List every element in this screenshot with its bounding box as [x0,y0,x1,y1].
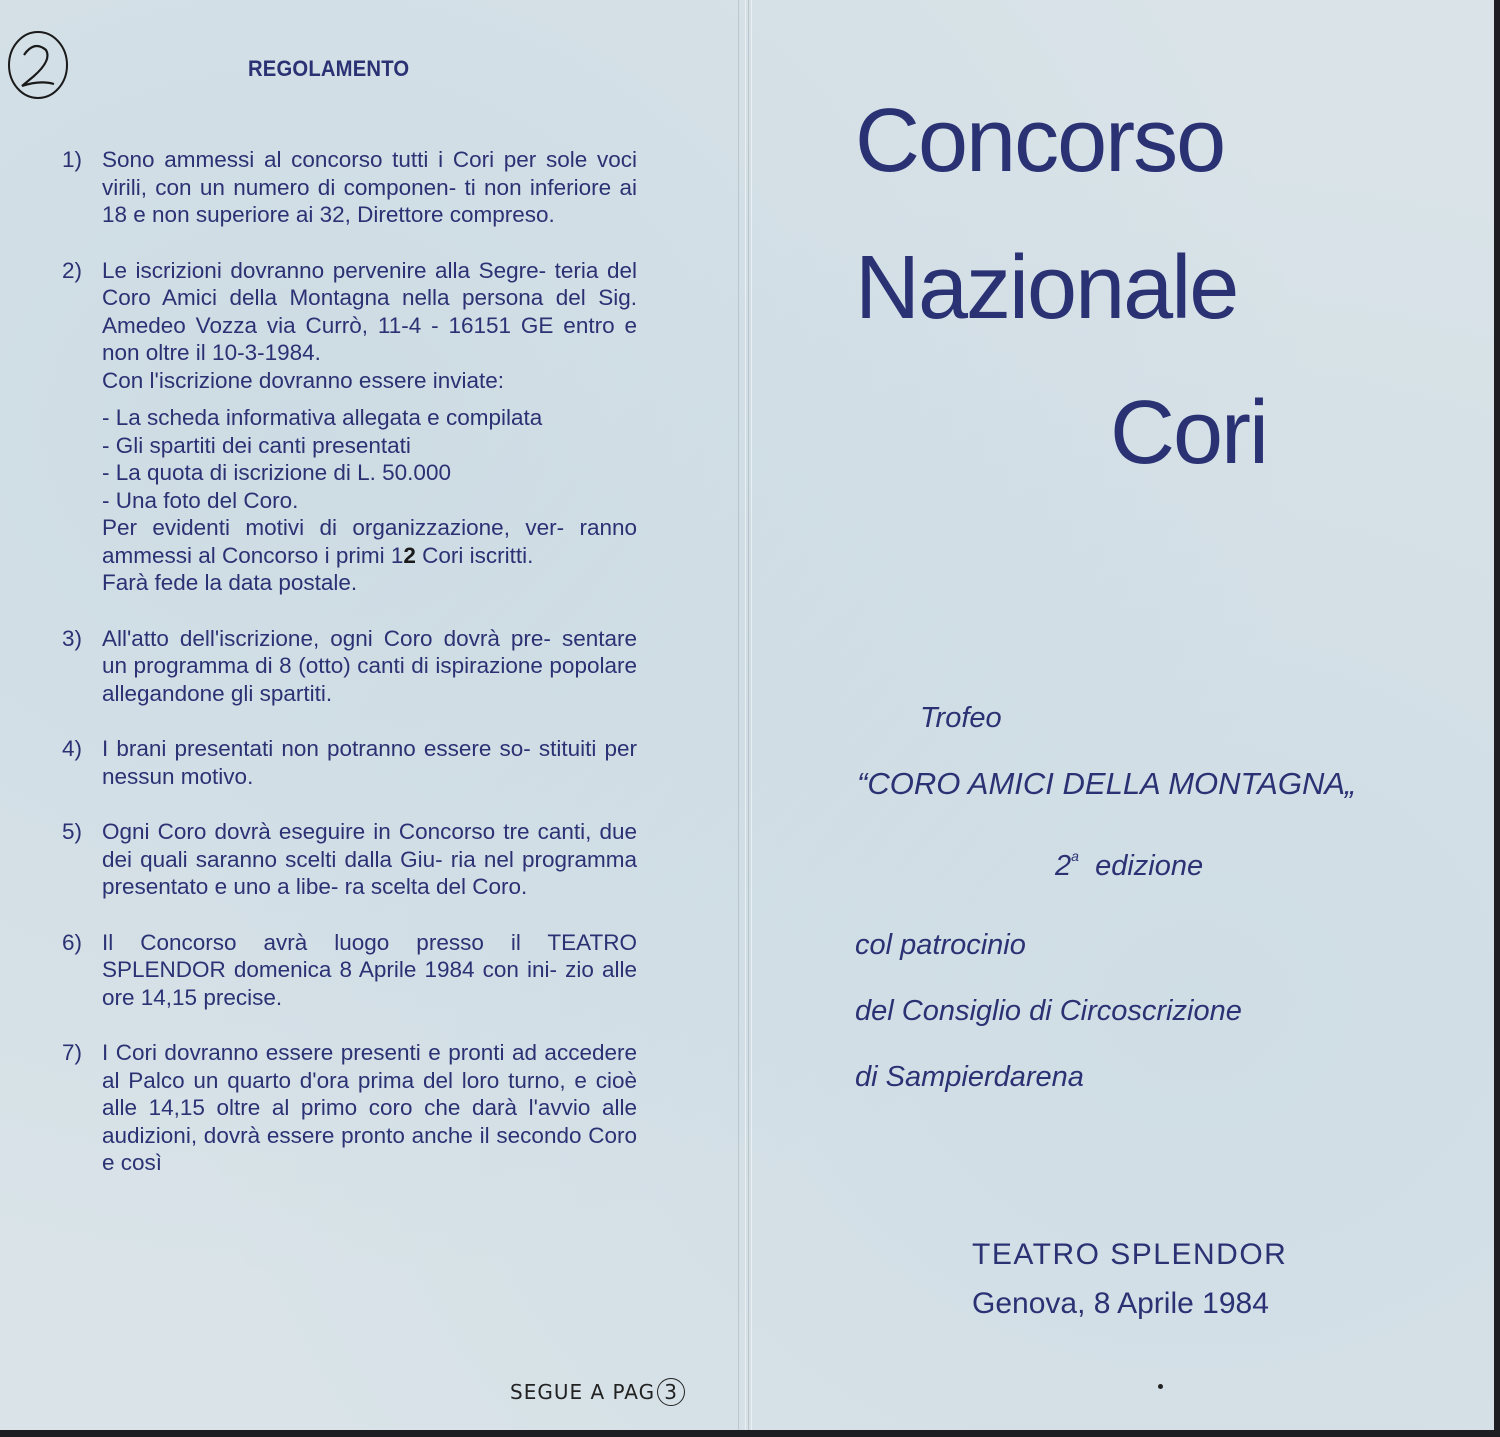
rule-text: Con l'iscrizione dovranno essere inviate: [102,367,505,393]
rule-text: Ogni Coro dovrà eseguire in Concorso tre canti, due dei quali saranno scelti dalla Giu- ria nel programma presentato e uno a libe- ra scelta del Coro. [102,819,637,899]
rules-list [62,146,637,1177]
fold-line [738,0,746,1430]
patronage-line-1: col patrocinio [855,929,1026,961]
rule-3 [62,625,637,708]
rule-number: 2) [62,257,83,283]
title-line-3: Cori [1110,383,1268,483]
rule-number: 5) [62,819,83,844]
rule-text: Il Concorso avrà luogo presso il TEATRO SPLENDOR domenica 8 Aprile 1984 con ini- zio alle ore 14,15 precise. [102,929,637,1010]
place-date: Genova, 8 Aprile 1984 [972,1287,1269,1320]
edition-number: 2 [1055,850,1072,882]
title-line-2: Nazionale [855,238,1238,338]
rule-text: Le iscrizioni dovranno pervenire alla Segre- teria del Coro Amici della Montagna nella persona del Sig. Amedeo Vozza via Currò, 11-4 - 16151 GE entro e non oltre il 10-3-1984. [102,257,637,365]
rule-text: All'atto dell'iscrizione, ogni Coro dovrà pre- sentare un programma di 8 (otto) canti di ispirazione popolare allegandone gli spartiti. [102,625,637,706]
rule-text: Farà fede la data postale. [102,570,358,595]
rule-number: 4) [62,736,83,761]
list-item: - Una foto del Coro. [102,487,299,513]
rule-6 [62,929,637,1012]
list-item: - Gli spartiti dei canti presentati [102,432,411,458]
venue: TEATRO SPLENDOR [972,1238,1288,1271]
rule-number: 6) [62,929,83,955]
handwritten-page-number [4,28,70,100]
rule-number: 3) [62,625,83,651]
title-line-1: Concorso [855,91,1225,191]
handwritten-continue-note [510,1378,685,1406]
edition-label: edizione [1095,850,1204,882]
rule-1 [62,146,637,229]
rule-text: I brani presentati non potranno essere so- stituiti per nessun motivo. [102,736,637,789]
rule-7 [62,1039,637,1177]
rule-2 [62,257,637,597]
edition [1055,848,1203,883]
rule-text-part: Per evidenti motivi di organizzazione, ver- ranno ammessi al Concorso i primi 1 [102,515,637,568]
rule-text: I Cori dovranno essere presenti e pronti ad accedere al Palco un quarto d'ora prima del loro turno, e cioè alle 14,15 oltre al primo coro che darà l'avvio alle audizioni, dovrà essere pronto anche il secondo Coro e così [102,1040,637,1175]
patronage-line-3: di Sampierdarena [855,1061,1084,1093]
edition-ordinal: a [1071,848,1079,864]
patronage-line-2: del Consiglio di Circoscrizione [855,995,1242,1027]
rule-text [102,514,637,569]
continue-page-number: 3 [657,1378,685,1406]
rule-4 [62,735,637,790]
rule-number: 1) [62,147,83,172]
list-item: - La quota di iscrizione di L. 50.000 [102,460,451,485]
ink-dot [1158,1384,1163,1389]
rule-number: 7) [62,1040,83,1065]
list-item: - La scheda informativa allegata e compilata [102,405,543,430]
rule-5 [62,818,637,901]
continue-note-text: SEGUE A PAG [510,1380,656,1404]
rules-title: REGOLAMENTO [248,56,410,81]
rule-text-part: Cori iscritti. [415,542,534,568]
rule-text: Sono ammessi al concorso tutti i Cori per sole voci virili, con un numero di componen- ti non inferiore ai 18 e non superiore ai 32, Direttore compreso. [102,147,637,227]
fold-line [748,0,752,1430]
trophy-label: Trofeo [920,702,1002,734]
trophy-name: “CORO AMICI DELLA MONTAGNA„ [857,766,1356,801]
handwritten-correction: 2 [403,542,416,568]
